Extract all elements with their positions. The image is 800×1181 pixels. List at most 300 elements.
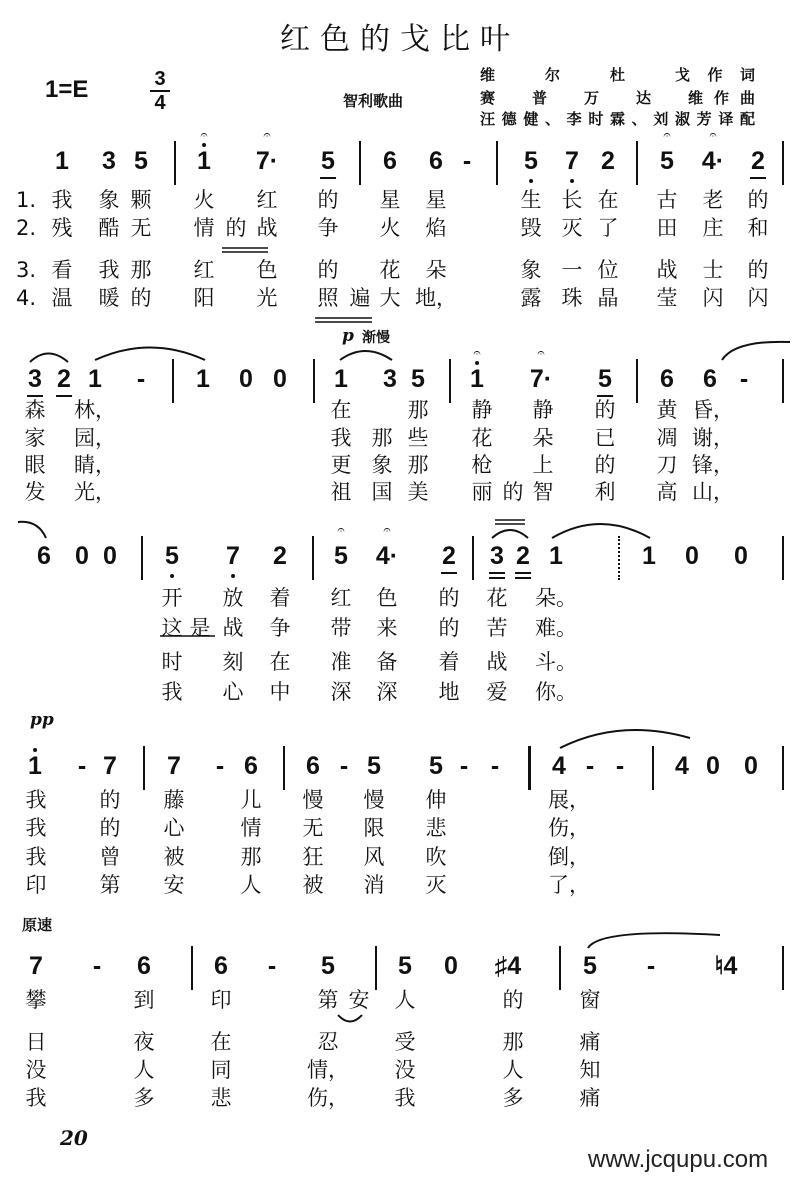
lyric-syllable: 长 bbox=[561, 188, 583, 212]
note-text: - bbox=[136, 365, 146, 393]
lyric-syllable: 在 bbox=[330, 398, 352, 422]
lyric-syllable: 那 bbox=[371, 426, 393, 450]
lyric-syllable: 象 bbox=[520, 258, 542, 282]
double-underline bbox=[222, 248, 268, 252]
note-text: 1 bbox=[196, 365, 210, 393]
note-text: 5 bbox=[524, 147, 538, 175]
lyric-syllable: 美 bbox=[407, 480, 429, 504]
lyric-syllable: 的 bbox=[747, 258, 769, 282]
note bbox=[383, 147, 397, 175]
lyric-syllable: 我 bbox=[161, 680, 183, 704]
lyric-syllable: 那 bbox=[502, 1030, 524, 1054]
lyric-syllable: 儿 bbox=[240, 788, 262, 812]
lyric-syllable: 你。 bbox=[535, 680, 577, 704]
slur bbox=[722, 342, 790, 360]
time-signature bbox=[150, 68, 170, 114]
note bbox=[744, 752, 758, 780]
underline-beam bbox=[441, 572, 457, 574]
song-title: 红色的戈比叶 bbox=[280, 22, 520, 57]
lyric-syllable: 遍 bbox=[349, 286, 371, 310]
lyric-syllable: 残 bbox=[51, 216, 73, 240]
note-text: 2 bbox=[57, 365, 71, 393]
lyric-syllable: 战 bbox=[256, 216, 278, 240]
barline bbox=[782, 536, 784, 580]
note-text: 1 bbox=[549, 542, 563, 570]
note bbox=[444, 952, 458, 980]
lyric-syllable: 锋， bbox=[692, 453, 734, 477]
lyric-syllable: 些 bbox=[407, 426, 429, 450]
note bbox=[55, 147, 69, 175]
lyric-syllable: 开 bbox=[161, 586, 183, 610]
lyric-syllable: 倒， bbox=[548, 845, 590, 869]
note-text: 1 bbox=[642, 542, 656, 570]
octave-low-dot bbox=[570, 179, 574, 183]
note-text: - bbox=[490, 752, 500, 780]
fermata-icon: 𝄐 bbox=[337, 522, 345, 537]
barline bbox=[782, 746, 784, 790]
barline bbox=[174, 141, 176, 185]
note-text: 4 bbox=[552, 752, 566, 780]
note bbox=[88, 365, 102, 393]
lyric-syllable: 的 bbox=[99, 788, 121, 812]
lyric-syllable: 朵 bbox=[532, 426, 554, 450]
barline bbox=[618, 536, 620, 580]
lyric-syllable: 战 bbox=[222, 616, 244, 640]
lyric-syllable: 智 bbox=[532, 480, 554, 504]
lyric-syllable: 限 bbox=[363, 816, 385, 840]
octave-low-dot bbox=[231, 574, 235, 578]
lyric-syllable: 阳 bbox=[193, 286, 215, 310]
lyric-syllable: 红 bbox=[330, 586, 352, 610]
note bbox=[103, 542, 117, 570]
note bbox=[598, 365, 612, 393]
lyric-syllable: 到 bbox=[133, 988, 155, 1012]
note bbox=[367, 752, 381, 780]
lyric-syllable: 花 bbox=[379, 258, 401, 282]
lyric-syllable: 安 bbox=[348, 988, 370, 1012]
note bbox=[137, 952, 151, 980]
lyric-syllable: 展， bbox=[548, 788, 590, 812]
lyric-syllable: 深 bbox=[330, 680, 352, 704]
note-text: - bbox=[459, 752, 469, 780]
underline-beam bbox=[597, 395, 613, 397]
lyric-syllable: 攀 bbox=[25, 988, 47, 1012]
note-text: - bbox=[92, 952, 102, 980]
note-text: 7· bbox=[529, 365, 553, 393]
barline bbox=[528, 746, 531, 790]
fermata-icon: 𝄐 bbox=[537, 345, 545, 360]
lyric-syllable: 闪 bbox=[702, 286, 724, 310]
note bbox=[306, 752, 320, 780]
lyric-syllable: 窗 bbox=[579, 988, 601, 1012]
lyric-syllable: 准 bbox=[330, 650, 352, 674]
lyric-syllable: 的 bbox=[99, 816, 121, 840]
lyric-syllable: 睛， bbox=[74, 453, 116, 477]
note bbox=[273, 365, 287, 393]
note-text: - bbox=[215, 752, 225, 780]
underline-beam bbox=[515, 572, 531, 574]
fermata-icon: 𝄐 bbox=[663, 127, 671, 142]
lyric-syllable: 在 bbox=[597, 188, 619, 212]
lyric-syllable: 星 bbox=[379, 188, 401, 212]
lyric-syllable: 人 bbox=[133, 1058, 155, 1082]
dynamic-p: p bbox=[342, 326, 354, 346]
lyric-syllable: 印 bbox=[25, 873, 47, 897]
lyric-syllable: 我 bbox=[394, 1086, 416, 1110]
lyric-syllable: 光， bbox=[74, 480, 116, 504]
note-text: 4· bbox=[701, 147, 725, 175]
lyric-syllable: 家 bbox=[24, 426, 46, 450]
barline bbox=[172, 359, 174, 403]
lyric-syllable: 色 bbox=[376, 586, 398, 610]
lyric-syllable: 火 bbox=[379, 216, 401, 240]
barline bbox=[636, 141, 638, 185]
dash-note bbox=[491, 752, 499, 780]
note bbox=[429, 147, 443, 175]
dash-note bbox=[137, 365, 145, 393]
note bbox=[495, 952, 521, 980]
note-text: 2 bbox=[273, 542, 287, 570]
note bbox=[701, 127, 725, 175]
lyric-syllable: 的 bbox=[502, 480, 524, 504]
lyric-syllable: 的 bbox=[317, 258, 339, 282]
lyric-syllable: 情 bbox=[240, 816, 262, 840]
lyric-syllable: 闪 bbox=[747, 286, 769, 310]
barline bbox=[359, 141, 361, 185]
note-text: 5 bbox=[134, 147, 148, 175]
underline-beam bbox=[515, 577, 531, 579]
note-text: 0 bbox=[444, 952, 458, 980]
lyric-syllable: 象 bbox=[371, 453, 393, 477]
note bbox=[244, 752, 258, 780]
note-text: 0 bbox=[734, 542, 748, 570]
lyric-syllable: 那 bbox=[130, 258, 152, 282]
note bbox=[197, 127, 211, 175]
lyric-syllable: 田 bbox=[656, 216, 678, 240]
time-numerator: 3 bbox=[150, 68, 170, 92]
lyric-syllable: 慢 bbox=[363, 788, 385, 812]
underline-beam bbox=[489, 577, 505, 579]
note-text: 5 bbox=[583, 952, 597, 980]
lyric-syllable: 同 bbox=[210, 1058, 232, 1082]
note-text: 7· bbox=[255, 147, 279, 175]
lyric-syllable: 的 bbox=[594, 453, 616, 477]
underline-beam bbox=[27, 395, 43, 397]
note bbox=[334, 522, 348, 570]
note bbox=[706, 752, 720, 780]
slur bbox=[18, 522, 46, 538]
lyric-syllable: 人 bbox=[240, 873, 262, 897]
note-text: 4 bbox=[675, 752, 689, 780]
dash-note bbox=[647, 952, 655, 980]
note bbox=[226, 542, 240, 570]
fermata-icon: 𝄐 bbox=[200, 127, 208, 142]
lyric-syllable: 的 bbox=[502, 988, 524, 1012]
time-denominator: 4 bbox=[154, 92, 166, 114]
barline bbox=[141, 536, 143, 580]
lyric-syllable: 被 bbox=[302, 873, 324, 897]
lyric-syllable: 酷 bbox=[98, 216, 120, 240]
note-text: 0 bbox=[239, 365, 253, 393]
lyric-syllable: 我 bbox=[330, 426, 352, 450]
lyric-syllable: 伤， bbox=[548, 816, 590, 840]
note bbox=[734, 542, 748, 570]
note-text: 5 bbox=[411, 365, 425, 393]
note bbox=[334, 365, 348, 393]
barline bbox=[496, 141, 498, 185]
lyric-syllable: 庄 bbox=[702, 216, 724, 240]
lyric-syllable: 的 bbox=[438, 616, 460, 640]
lyric-syllable: 的 bbox=[594, 398, 616, 422]
lyric-syllable: 受 bbox=[394, 1030, 416, 1054]
lyric-syllable: 斗。 bbox=[535, 650, 577, 674]
note-text: 1 bbox=[55, 147, 69, 175]
note-text: 5 bbox=[429, 752, 443, 780]
fermata-icon: 𝄐 bbox=[709, 127, 717, 142]
lyric-syllable: 士 bbox=[702, 258, 724, 282]
note bbox=[565, 147, 579, 175]
lyric-syllable: 大 bbox=[379, 286, 401, 310]
note-text: - bbox=[77, 752, 87, 780]
key-signature: 1=E bbox=[45, 76, 89, 103]
lyric-syllable: 看 bbox=[51, 258, 73, 282]
note-text: 0 bbox=[744, 752, 758, 780]
lyric-syllable: 第 bbox=[99, 873, 121, 897]
note-text: 6 bbox=[306, 752, 320, 780]
barline bbox=[191, 946, 193, 990]
double-underline bbox=[315, 318, 372, 322]
note-text: - bbox=[615, 752, 625, 780]
lyric-syllable: 我 bbox=[25, 816, 47, 840]
lyric-syllable: 高 bbox=[656, 480, 678, 504]
lyric-syllable: 4. bbox=[15, 286, 37, 310]
tempo-ritardando: 渐慢 bbox=[362, 330, 390, 346]
lyric-syllable: 无 bbox=[302, 816, 324, 840]
dash-note bbox=[586, 752, 594, 780]
note bbox=[442, 542, 456, 570]
note bbox=[75, 542, 89, 570]
slur bbox=[588, 933, 720, 948]
note-text: 2 bbox=[442, 542, 456, 570]
note-text: 5 bbox=[165, 542, 179, 570]
lyric-syllable: 的 bbox=[438, 586, 460, 610]
lyric-syllable: 心 bbox=[222, 680, 244, 704]
note-text: 5 bbox=[321, 952, 335, 980]
note-text: 6 bbox=[244, 752, 258, 780]
lyric-syllable: 在 bbox=[210, 1030, 232, 1054]
note-text: 3 bbox=[383, 365, 397, 393]
lyric-syllable: 3. bbox=[15, 258, 37, 282]
note bbox=[165, 542, 179, 570]
note bbox=[549, 542, 563, 570]
lyric-syllable: 刀 bbox=[656, 453, 678, 477]
lyric-syllable: 光 bbox=[256, 286, 278, 310]
lyric-syllable: 地， bbox=[415, 286, 457, 310]
dash-note bbox=[78, 752, 86, 780]
lyric-syllable: 战 bbox=[486, 650, 508, 674]
note-text: - bbox=[462, 147, 472, 175]
note bbox=[751, 147, 765, 175]
lyric-syllable: 带 bbox=[330, 616, 352, 640]
lyric-syllable: 印 bbox=[210, 988, 232, 1012]
note bbox=[516, 542, 530, 570]
octave-high-dot bbox=[33, 748, 37, 752]
lyric-syllable: 慢 bbox=[302, 788, 324, 812]
lyric-syllable: 地 bbox=[438, 680, 460, 704]
lyric-syllable: 那 bbox=[240, 845, 262, 869]
lyric-syllable: 痛 bbox=[579, 1086, 601, 1110]
note bbox=[57, 365, 71, 393]
lyric-syllable: 心 bbox=[163, 816, 185, 840]
barline bbox=[472, 536, 474, 580]
note-text: 0 bbox=[706, 752, 720, 780]
lyric-syllable: 刻 bbox=[222, 650, 244, 674]
slur bbox=[492, 530, 528, 538]
lyric-syllable: 悲 bbox=[210, 1086, 232, 1110]
note-text: 3 bbox=[102, 147, 116, 175]
lyric-syllable: 被 bbox=[163, 845, 185, 869]
slur bbox=[560, 730, 690, 748]
note bbox=[102, 147, 116, 175]
lyric-syllable: 珠 bbox=[561, 286, 583, 310]
octave-low-dot bbox=[529, 179, 533, 183]
lyric-syllable: 伤， bbox=[307, 1086, 349, 1110]
lyric-syllable: 吹 bbox=[425, 845, 447, 869]
lyric-syllable: 中 bbox=[269, 680, 291, 704]
lyric-syllable: 已 bbox=[594, 426, 616, 450]
barline bbox=[636, 359, 638, 403]
lyric-syllable: 更 bbox=[330, 453, 352, 477]
note bbox=[103, 752, 117, 780]
note-text: 1 bbox=[334, 365, 348, 393]
note-text: 5 bbox=[398, 952, 412, 980]
lyric-syllable: 老 bbox=[702, 188, 724, 212]
tempo-a-tempo: 原速 bbox=[22, 916, 53, 934]
note-text: 0 bbox=[685, 542, 699, 570]
lyric-syllable: 了， bbox=[548, 873, 590, 897]
note-text: 2 bbox=[601, 147, 615, 175]
lyric-syllable: 藤 bbox=[163, 788, 185, 812]
note-text: 6 bbox=[660, 365, 674, 393]
dash-note bbox=[460, 752, 468, 780]
lyric-syllable: 争 bbox=[269, 616, 291, 640]
note bbox=[321, 952, 335, 980]
lyric-syllable: 林， bbox=[74, 398, 116, 422]
lyric-syllable: 那 bbox=[407, 453, 429, 477]
note-text: - bbox=[739, 365, 749, 393]
slur bbox=[552, 524, 650, 538]
lyric-syllable: 我 bbox=[25, 788, 47, 812]
note-text: - bbox=[585, 752, 595, 780]
note bbox=[675, 752, 689, 780]
note-text: 1 bbox=[88, 365, 102, 393]
note-text: - bbox=[267, 952, 277, 980]
note bbox=[583, 952, 597, 980]
note-text: 3 bbox=[490, 542, 504, 570]
lyric-syllable: 没 bbox=[394, 1058, 416, 1082]
lyric-syllable: 时 bbox=[161, 650, 183, 674]
lyric-syllable: 悲 bbox=[425, 816, 447, 840]
lyric-syllable: 日 bbox=[25, 1030, 47, 1054]
lyric-syllable: 莹 bbox=[656, 286, 678, 310]
lyric-syllable: 是 bbox=[189, 616, 211, 640]
barline bbox=[312, 536, 314, 580]
double-underline bbox=[495, 520, 525, 524]
note-text: 6 bbox=[37, 542, 51, 570]
note bbox=[490, 542, 504, 570]
lyric-syllable: 我 bbox=[98, 258, 120, 282]
lyric-syllable: 2. bbox=[15, 216, 37, 240]
lyric-syllable: 备 bbox=[376, 650, 398, 674]
note-text: 2 bbox=[516, 542, 530, 570]
note-text: ♯4 bbox=[494, 952, 522, 980]
lyric-syllable: 黄 bbox=[656, 398, 678, 422]
lyric-syllable: 焰 bbox=[425, 216, 447, 240]
lyric-syllable: 人 bbox=[394, 988, 416, 1012]
note bbox=[214, 952, 228, 980]
note bbox=[273, 542, 287, 570]
note bbox=[28, 365, 42, 393]
lyric-syllable: 温 bbox=[51, 286, 73, 310]
note-text: 1 bbox=[197, 147, 211, 175]
note-text: - bbox=[646, 952, 656, 980]
lyric-syllable: 着 bbox=[438, 650, 460, 674]
lyric-syllable: 祖 bbox=[330, 480, 352, 504]
composer-credit: 赛 普 万 达 维作曲 bbox=[480, 89, 755, 107]
lyric-syllable: 难。 bbox=[535, 616, 577, 640]
note bbox=[28, 752, 42, 780]
note-text: 7 bbox=[103, 752, 117, 780]
lyric-syllable: 谢， bbox=[692, 426, 734, 450]
lyric-syllable: 静 bbox=[532, 398, 554, 422]
note-text: 6 bbox=[214, 952, 228, 980]
lyric-syllable: 爱 bbox=[486, 680, 508, 704]
note-text: 5 bbox=[660, 147, 674, 175]
slur bbox=[30, 354, 68, 363]
lyric-syllable: 山， bbox=[692, 480, 734, 504]
lyric-syllable: 位 bbox=[597, 258, 619, 282]
lyric-syllable: 色 bbox=[256, 258, 278, 282]
lyric-syllable: 颗 bbox=[130, 188, 152, 212]
lyric-syllable: 眼 bbox=[24, 453, 46, 477]
note bbox=[642, 542, 656, 570]
lyric-syllable: 灭 bbox=[425, 873, 447, 897]
note bbox=[196, 365, 210, 393]
barline bbox=[559, 946, 561, 990]
lyric-syllable: 的 bbox=[317, 188, 339, 212]
note bbox=[167, 752, 181, 780]
barline bbox=[283, 746, 285, 790]
lyric-syllable: 知 bbox=[579, 1058, 601, 1082]
dash-note bbox=[93, 952, 101, 980]
lyric-syllable: 战 bbox=[656, 258, 678, 282]
lyric-syllable: 朵。 bbox=[535, 586, 577, 610]
lyric-syllable: 暖 bbox=[98, 286, 120, 310]
note bbox=[552, 752, 566, 780]
lyric-syllable: 的 bbox=[225, 216, 247, 240]
note bbox=[321, 147, 335, 175]
lyric-syllable: 上 bbox=[532, 453, 554, 477]
lyric-syllable: 利 bbox=[594, 480, 616, 504]
lyric-syllable: 了 bbox=[597, 216, 619, 240]
underline-beam bbox=[750, 177, 766, 179]
note bbox=[703, 365, 717, 393]
lyric-syllable: 忍 bbox=[317, 1030, 339, 1054]
note bbox=[685, 542, 699, 570]
note bbox=[715, 952, 738, 980]
note bbox=[529, 345, 553, 393]
lyric-syllable: 第 bbox=[317, 988, 339, 1012]
